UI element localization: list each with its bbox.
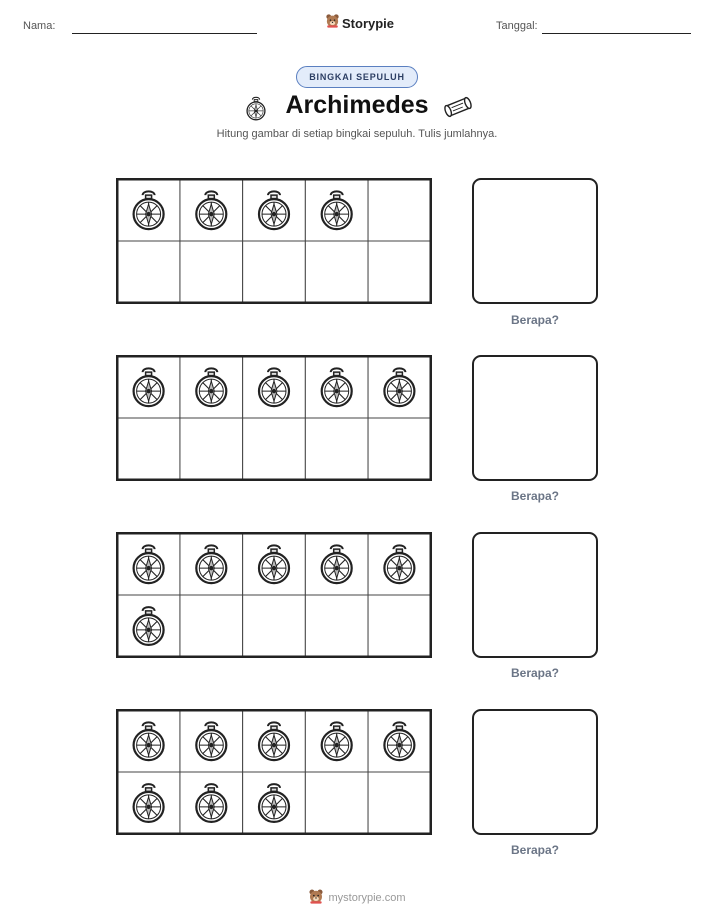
ten-frame-cell [368,241,431,303]
answer-label-3: Berapa? [510,666,560,680]
brand-name: Storypie [342,15,395,31]
bear-logo-icon [325,13,340,33]
date-label: Tanggal: [496,20,538,32]
ten-frame-cell [180,595,243,657]
ten-frame-cell [368,179,431,241]
footer [0,888,714,907]
instructions-text: Hitung gambar di setiap bingkai sepuluh. Tulis jumlahnya. [216,128,498,140]
ten-frame-4 [116,709,432,835]
name-label: Nama: [23,20,56,32]
ten-frame-cell [180,418,243,480]
ten-frame-3 [116,532,432,658]
worksheet-type-badge: BINGKAI SEPULUH [296,66,418,88]
ten-frame-cell [368,772,431,834]
ten-frame-cell [117,418,180,480]
answer-box-1[interactable] [472,178,598,304]
ten-frame-cell [117,241,180,303]
date-line[interactable] [542,33,691,34]
scroll-icon [443,96,473,123]
ten-frame-grid [116,709,432,835]
ten-frame-cell [368,418,431,480]
bear-logo-icon [308,888,324,907]
answer-label-2: Berapa? [510,489,560,503]
answer-label-1: Berapa? [510,313,560,327]
ten-frame-1 [116,178,432,304]
page-title: Archimedes [285,91,429,119]
ten-frame-cell [305,418,368,480]
ten-frame-cell [368,595,431,657]
footer-url: mystorypie.com [328,891,406,904]
brand-logo [325,13,394,33]
ten-frame-cell [305,241,368,303]
ten-frame-cell [305,772,368,834]
answer-box-3[interactable] [472,532,598,658]
ten-frame-grid [116,532,432,658]
ten-frame-cell [305,595,368,657]
answer-label-4: Berapa? [510,843,560,857]
ten-frame-grid [116,178,432,304]
name-line[interactable] [72,33,257,34]
ten-frame-grid [116,355,432,481]
answer-box-2[interactable] [472,355,598,481]
ten-frame-cell [243,418,306,480]
ten-frame-2 [116,355,432,481]
ten-frame-cell [243,241,306,303]
ten-frame-cell [180,241,243,303]
ten-frame-cell [243,595,306,657]
answer-box-4[interactable] [472,709,598,835]
